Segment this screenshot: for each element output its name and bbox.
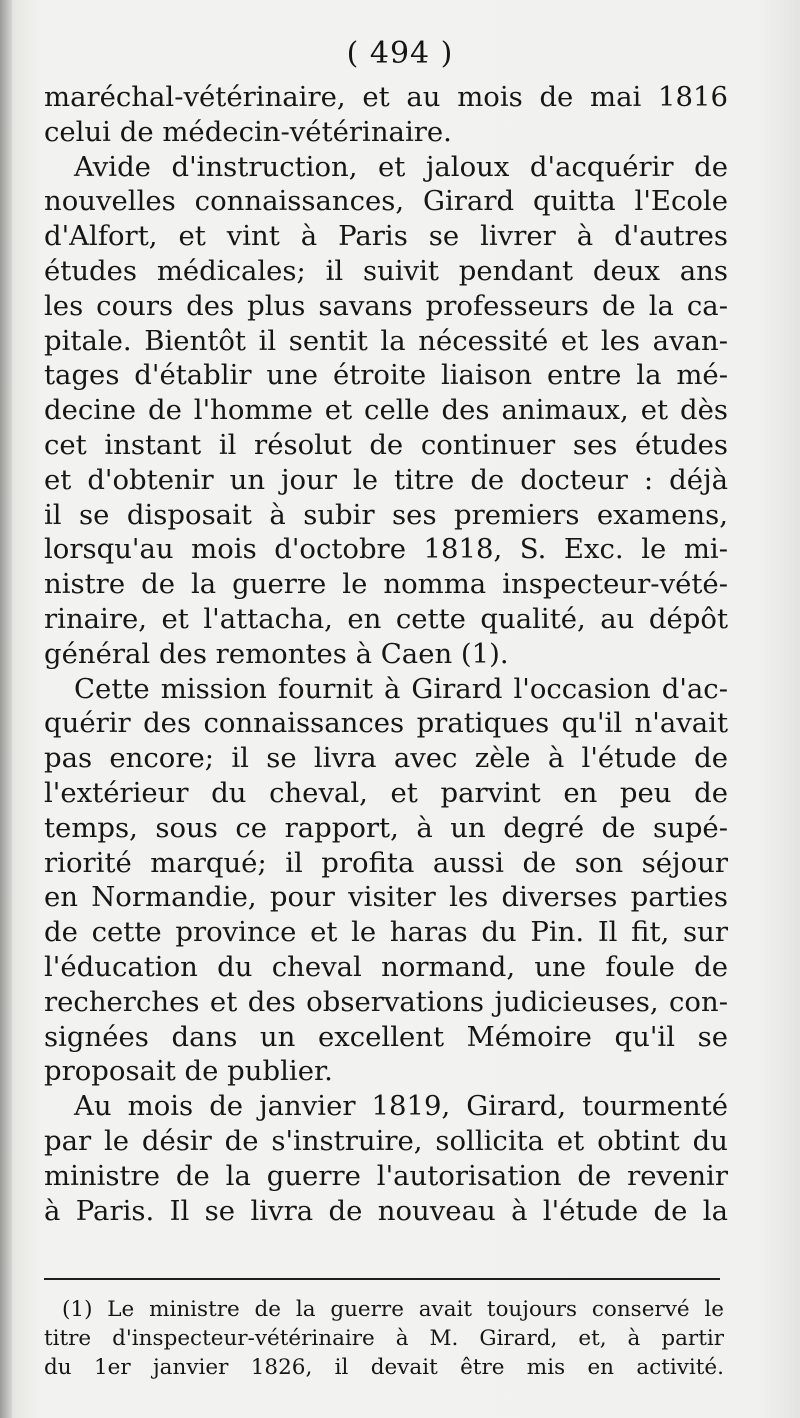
text-line: quérir des connaissances pratiques qu'il n'avait: [44, 707, 728, 740]
text-line: en Normandie, pour visiter les diverses parties: [44, 881, 728, 914]
text-line: lorsqu'au mois d'octobre 1818, S. Exc. le mi-: [44, 533, 728, 566]
footnote: [44, 1295, 724, 1382]
text-line: celui de médecin-vétérinaire.: [44, 115, 452, 148]
text-line: de cette province et le haras du Pin. Il fit, sur: [44, 916, 728, 949]
body-text: [44, 80, 728, 1228]
text-line: temps, sous ce rapport, à un degré de supé-: [44, 811, 728, 844]
text-line: recherches et des observations judicieuses, con-: [44, 985, 728, 1018]
text-line: rinaire, et l'attacha, en cette qualité, au dépôt: [44, 602, 728, 635]
text-line: Cette mission fournit à Girard l'occasion d'ac-: [74, 672, 728, 705]
text-line: Avide d'instruction, et jaloux d'acquérir de: [74, 150, 728, 183]
text-line: riorité marqué; il profita aussi de son séjour: [44, 846, 728, 879]
text-line: d'Alfort, et vint à Paris se livrer à d'autres: [44, 220, 728, 253]
text-line: Au mois de janvier 1819, Girard, tourmenté: [74, 1090, 728, 1123]
text-line: pitale. Bientôt il sentit la nécessité et les avan-: [44, 324, 728, 357]
text-line: études médicales; il suivit pendant deux ans: [44, 254, 728, 287]
text-line: pas encore; il se livra avec zèle à l'étude de: [44, 742, 728, 775]
text-line: les cours des plus savans professeurs de la ca-: [44, 289, 728, 322]
text-line: tages d'établir une étroite liaison entre la mé-: [44, 359, 728, 392]
footnote-line: titre d'inspecteur-vétérinaire à M. Girard, et, à partir: [44, 1326, 724, 1351]
text-line: par le désir de s'instruire, sollicita et obtint du: [44, 1124, 728, 1157]
text-line: et d'obtenir un jour le titre de docteur : déjà: [44, 463, 728, 496]
page-number: ( 494 ): [346, 36, 454, 71]
text-line: général des remontes à Caen (1).: [44, 637, 509, 670]
footnote-separator: [44, 1278, 720, 1280]
text-line: proposait de publier.: [44, 1055, 333, 1088]
page-binding-shadow: [0, 0, 12, 1418]
text-line: decine de l'homme et celle des animaux, et dès: [44, 394, 728, 427]
text-line: cet instant il résolut de continuer ses études: [44, 428, 728, 461]
footnote-line: du 1er janvier 1826, il devait être mis en activité.: [44, 1355, 724, 1380]
text-line: nistre de la guerre le nomma inspecteur-vété-: [44, 568, 728, 601]
text-line: maréchal-vétérinaire, et au mois de mai 1816: [44, 81, 728, 113]
text-line: signées dans un excellent Mémoire qu'il se: [44, 1020, 728, 1053]
text-line: l'éducation du cheval normand, une foule de: [44, 950, 728, 983]
text-line: à Paris. Il se livra de nouveau à l'étude de la: [44, 1194, 728, 1227]
text-line: ministre de la guerre l'autorisation de revenir: [44, 1159, 728, 1192]
text-line: il se disposait à subir ses premiers examens,: [44, 498, 728, 531]
text-line: nouvelles connaissances, Girard quitta l'Ecole: [44, 185, 728, 218]
text-line: l'extérieur du cheval, et parvint en peu de: [44, 776, 728, 809]
footnote-line: (1) Le ministre de la guerre avait toujours conservé le: [62, 1297, 724, 1322]
